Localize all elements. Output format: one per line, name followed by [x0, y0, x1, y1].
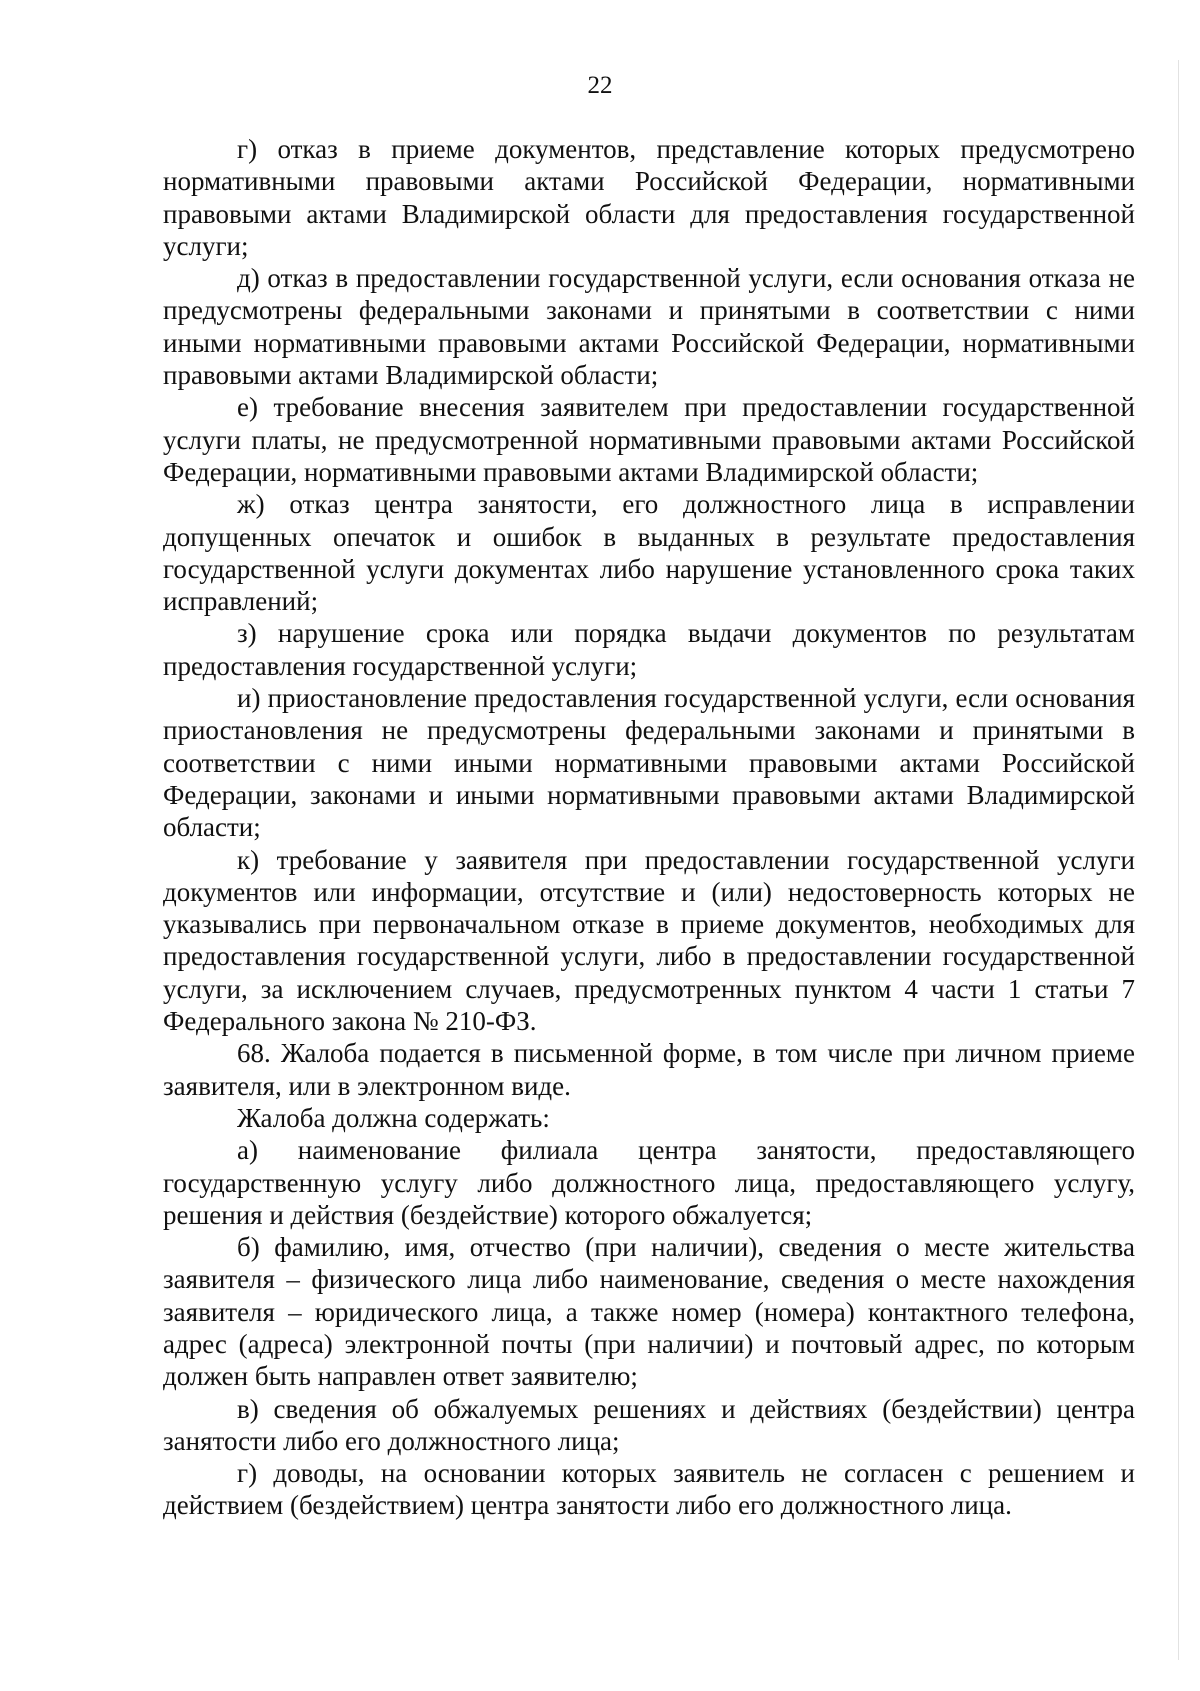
- paragraph-zh-correction-refusal: ж) отказ центра занятости, его должностного лица в исправлении допущенных опечаток и ошибок в выданных в результате предоставления государственной услуги документах либо нарушение установленного срока таких исправлений;: [163, 489, 1135, 617]
- document-body: [163, 133, 1135, 1522]
- paragraph-g-refusal-documents: г) отказ в приеме документов, представление которых предусмотрено нормативными правовыми актами Российской Федерации, нормативными правовыми актами Владимирской области для предоставления государственной услуги;: [163, 134, 1135, 261]
- paragraph-i-suspension: и) приостановление предоставления государственной услуги, если основания приостановления не предусмотрены федеральными законами и принятыми в соответствии с ними иными нормативными правовыми актами Российской Федерации, законами и иными нормативными правовыми актами Владимирской области;: [163, 683, 1135, 843]
- paragraph-d-refusal-service: д) отказ в предоставлении государственной услуги, если основания отказа не предусмотрены федеральными законами и принятыми в соответствии с ними иными нормативными правовыми актами Российской Федерации, нормативными правовыми актами Владимирской области;: [163, 263, 1135, 391]
- paragraph-g-arguments: г) доводы, на основании которых заявитель не согласен с решением и действием (бездействием) центра занятости либо его должностного лица.: [163, 1458, 1135, 1521]
- paragraph-k-documents-demand: к) требование у заявителя при предоставлении государственной услуги документов или информации, отсутствие и (или) недостоверность которых не указывались при первоначальном отказе в приеме документов, необходимых для предоставления государственной услуги, либо в предоставлении государственной услуги, за исключением случаев, предусмотренных пунктом 4 части 1 статьи 7 Федерального закона № 210-ФЗ.: [163, 844, 1135, 1037]
- paragraph-e-payment-demand: е) требование внесения заявителем при предоставлении государственной услуги платы, не предусмотренной нормативными правовыми актами Российской Федерации, нормативными правовыми актами Владимирской области;: [163, 392, 1135, 487]
- paragraph-b-applicant-details: б) фамилию, имя, отчество (при наличии), сведения о месте жительства заявителя – физического лица либо наименование, сведения о месте нахождения заявителя – юридического лица, а также номер (номера) контактного телефона, адрес (адреса) электронной почты (при наличии) и почтовый адрес, по которым должен быть направлен ответ заявителю;: [163, 1232, 1135, 1392]
- paragraph-complaint-contents-intro: Жалоба должна содержать:: [237, 1102, 550, 1133]
- paragraph-68-complaint-form: 68. Жалоба подается в письменной форме, в том числе при личном приеме заявителя, или в электронном виде.: [163, 1038, 1135, 1101]
- paragraph-a-branch-name: а) наименование филиала центра занятости, предоставляющего государственную услугу либо должностного лица, предоставляющего услугу, решения и действия (бездействие) которого обжалуется;: [163, 1135, 1135, 1230]
- paragraph-v-appealed-decisions: в) сведения об обжалуемых решениях и действиях (бездействии) центра занятости либо его должностного лица;: [163, 1393, 1135, 1456]
- scan-edge-line: [1178, 60, 1179, 1660]
- paragraph-z-deadline-violation: з) нарушение срока или порядка выдачи документов по результатам предоставления государственной услуги;: [163, 618, 1135, 681]
- page-number: 22: [587, 72, 613, 99]
